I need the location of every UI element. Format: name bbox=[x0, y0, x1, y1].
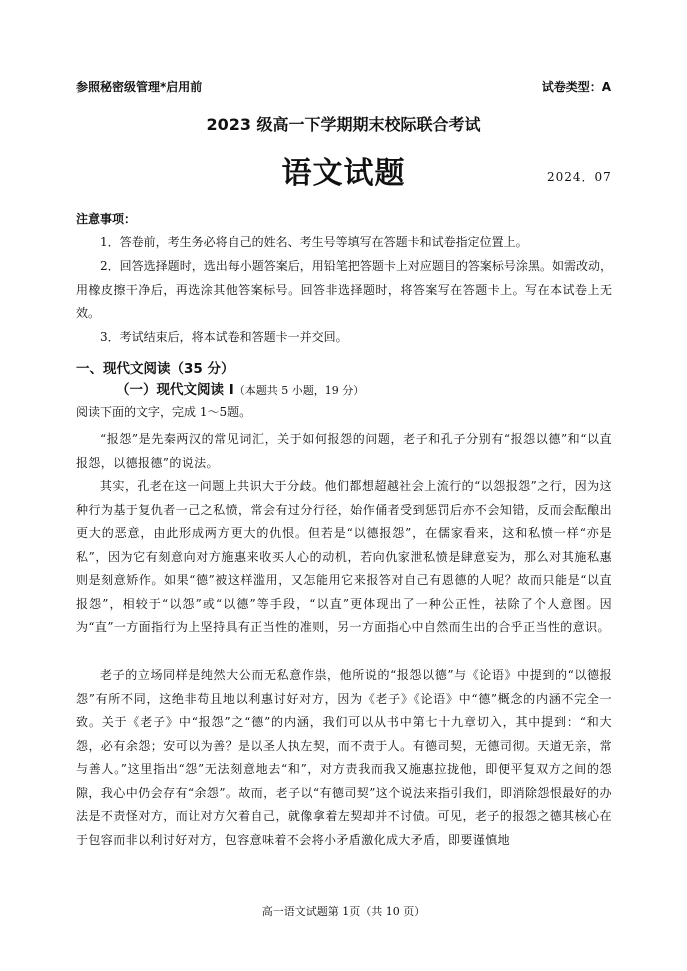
passage-paragraph-1: “报怨”是先秦两汉的常见词汇，关于如何报怨的问题，老子和孔子分别有“报怨以德”和“以直报怨，以德报德”的说法。 bbox=[76, 432, 612, 470]
notice-item-3: 3．考试结束后，将本试卷和答题卡一并交回。 bbox=[100, 330, 348, 344]
notice-item-1: 1．答卷前，考生务必将自己的姓名、考生号等填写在答题卡和试卷指定位置上。 bbox=[100, 235, 528, 249]
subject-title: 语文试题 bbox=[281, 156, 406, 191]
passage-paragraph-3: 老子的立场同样是纯然大公而无私意作祟，他所说的“报怨以德”与《论语》中提到的“以德报怨”有所不同，这绝非苟且地以利惠讨好对方，因为《老子》《论语》中“德”概念的内涵不完全一致。关于《老子》中“报怨”之“德”的内涵，我们可以从书中第七十九章切入，其中提到：“和大怨，必有余怨；安可以为善？是以圣人执左契，而不责于人。有德司契，无德司彻。天道无亲，常与善人。”这里指出“怨”无法刻意地去“和”，对方责我而我又施惠拉拢他，即便平复双方之间的怨隙，我心中仍会存有“余怨”。故而，老子以“有德司契”这个说法来指引我们，即消除怨恨最好的办法是不责怪对方，而让对方欠着自己，就像拿着左契却并不讨债。可见，老子的报怨之德其核心在于包容而非以利讨好对方，包容意味着不会将小矛盾激化成大矛盾，即要谨慎地 bbox=[76, 668, 612, 847]
section-title: 一、现代文阅读（35 分） bbox=[76, 361, 235, 377]
confidentiality-label: 参照秘密级管理*启用前 bbox=[76, 80, 203, 94]
notice-heading: 注意事项： bbox=[76, 212, 137, 226]
notice-item-2: 2．回答选择题时，选出每小题答案后，用铅笔把答题卡上对应题目的答案标号涂黑。如需改动，用橡皮擦干净后，再选涂其他答案标号。回答非选择题时，将答案写在答题卡上。写在本试卷上无效。 bbox=[76, 259, 612, 320]
passage-paragraph-2: 其实，孔老在这一问题上共识大于分歧。他们都想超越社会上流行的“以怨报怨”之行，因为这种行为基于复仇者一己之私愤，常会有过分行径，始作俑者受到惩罚后亦不会知错，反而会酝酿出更大的恶意，由此形成两方更大的仇恨。但若是“以德报怨”，在儒家看来，这和私愤一样“亦是私”，因为它有刻意向对方施惠来收买人心的动机，若向仇家泄私愤是肆意妄为，那么对其施私惠则是刻意矫作。如果“德”被这样滥用，又怎能用它来报答对自己有恩德的人呢？故而只能是“以直报怨”，相较于“以怨”或“以德”等手段，“以直”更体现出了一种公正性，祛除了个人意图。因为“直”一方面指行为上坚持具有正当性的准则，另一方面指心中自然而生出的合乎正当性的意识。 bbox=[76, 479, 612, 634]
exam-date: 2024．07 bbox=[547, 170, 612, 184]
exam-title: 2023 级高一下学期期末校际联合考试 bbox=[206, 115, 481, 134]
subsection-title bbox=[116, 378, 364, 398]
reading-instruction: 阅读下面的文字，完成 1～5题。 bbox=[76, 405, 252, 419]
subsection-label: （一）现代文阅读 Ⅰ bbox=[116, 382, 234, 398]
subsection-note: （本题共 5 小题，19 分） bbox=[233, 384, 365, 397]
paper-type-label: 试卷类型：A bbox=[541, 80, 611, 94]
page-footer: 高一语文试题第 1页（共 10 页） bbox=[261, 905, 426, 918]
